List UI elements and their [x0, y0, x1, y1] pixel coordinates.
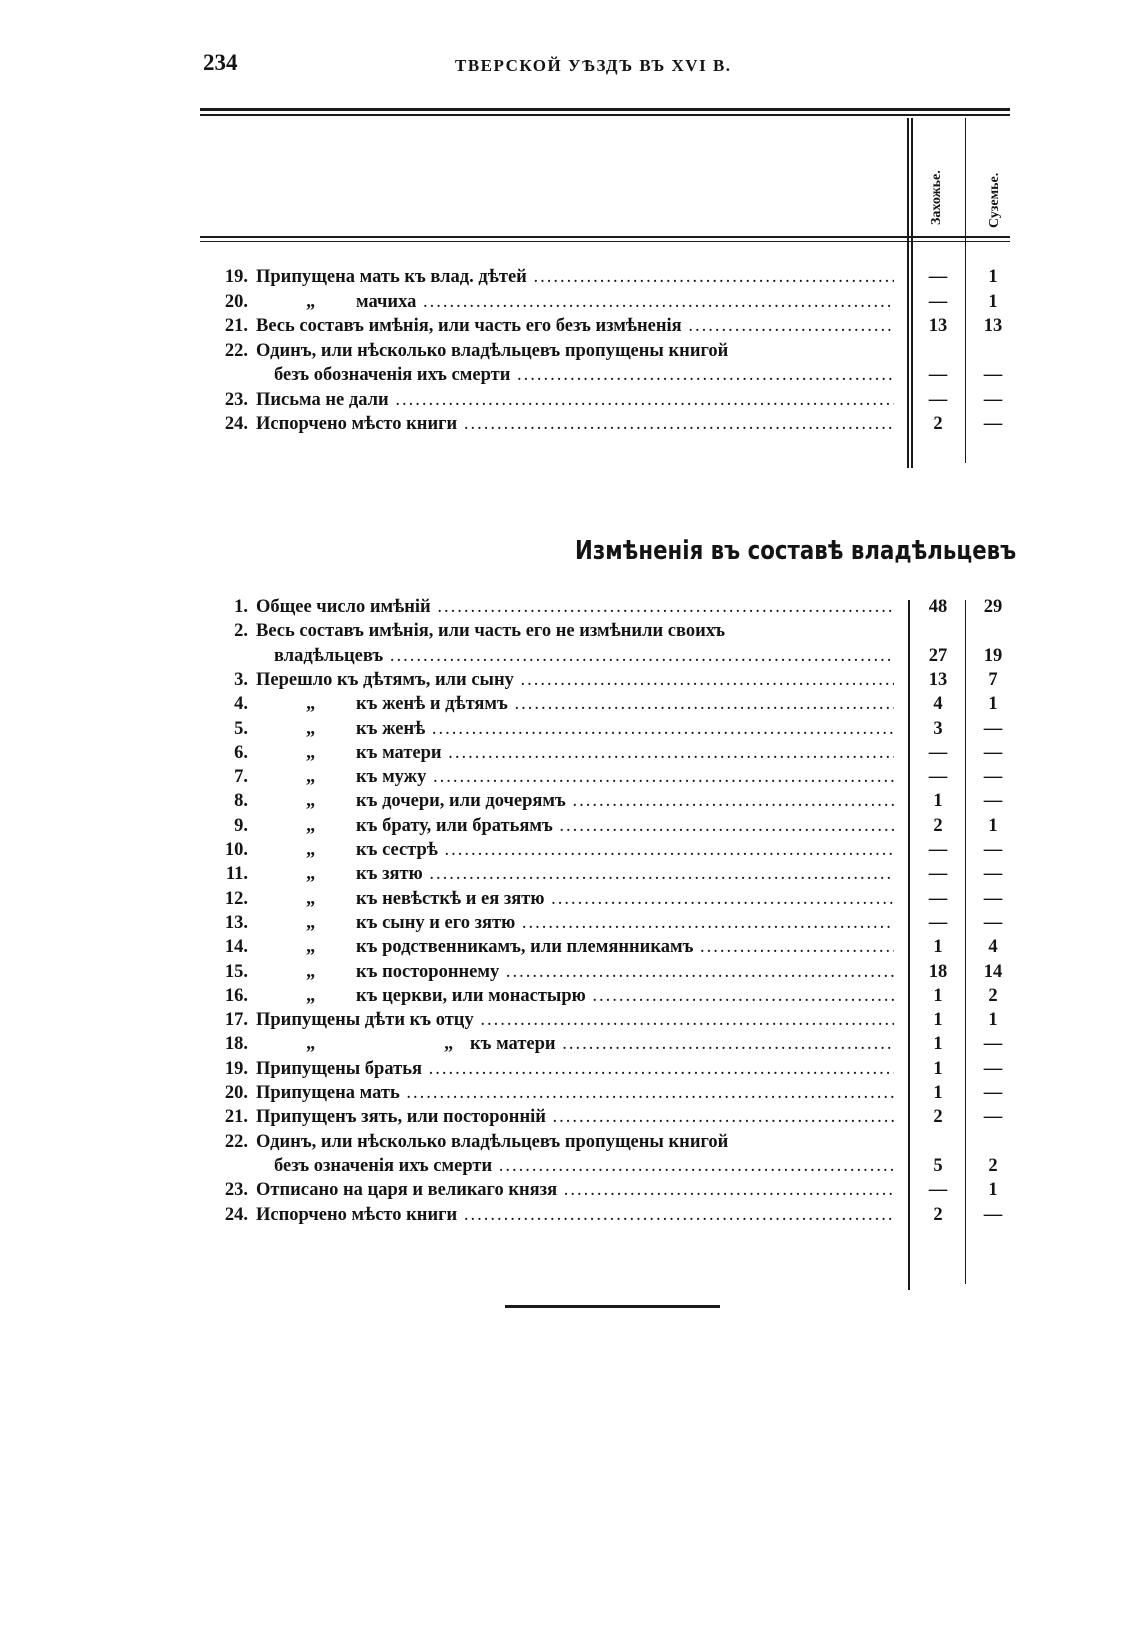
ditto-mark: „	[306, 718, 316, 739]
value-suzemye: 4	[988, 937, 998, 958]
row-label: Письма не дали .....	[256, 388, 894, 412]
row-number: 22.	[224, 1131, 248, 1152]
row-number: 21.	[224, 1107, 248, 1128]
table-row	[200, 741, 900, 765]
row-label-text: къ церкви, или монастырю	[356, 985, 586, 1006]
value-zakhozhye: —	[928, 1180, 948, 1201]
table-row	[200, 388, 900, 412]
value-suzemye: —	[983, 840, 1003, 860]
table-row	[200, 1105, 900, 1129]
row-label: Одинъ, или нѣсколько владѣльцевъ пропущены книгой	[256, 340, 729, 361]
value-zakhozhye: —	[928, 912, 948, 933]
row-number: 20.	[224, 1083, 248, 1103]
table-row	[200, 1032, 900, 1056]
column-header-rule	[200, 236, 1010, 238]
row-label-text: къ сыну и его зятю	[356, 912, 516, 933]
row-label-text: къ матери	[356, 742, 442, 763]
table2-col-rule-mid	[965, 600, 966, 1284]
row-number: 18.	[224, 1034, 248, 1055]
value-suzemye: 19	[983, 645, 1003, 666]
row-number: 3.	[234, 669, 248, 690]
value-zakhozhye: —	[928, 840, 948, 860]
table-row	[200, 1130, 900, 1154]
row-label-text: къ родственникамъ, или племянникамъ	[356, 937, 694, 958]
row-label	[256, 960, 894, 984]
table-row	[200, 984, 900, 1008]
row-number: 24.	[224, 1204, 248, 1225]
row-label	[256, 911, 894, 935]
value-zakhozhye: 1	[933, 1058, 943, 1079]
value-zakhozhye: 1	[933, 1083, 943, 1103]
row-label	[256, 290, 894, 314]
ditto-mark: „	[306, 985, 316, 1006]
row-label	[256, 741, 894, 765]
row-label	[256, 717, 894, 741]
row-number: 19.	[224, 267, 248, 287]
row-number: 15.	[224, 961, 248, 982]
value-suzemye: —	[983, 1058, 1003, 1079]
table-row	[200, 960, 900, 984]
value-zakhozhye: —	[928, 267, 948, 287]
row-label: Припущены братья .....	[256, 1057, 894, 1081]
ditto-mark: „	[306, 694, 316, 715]
row-number: 14.	[224, 937, 248, 958]
value-zakhozhye: 1	[933, 937, 943, 958]
value-zakhozhye: 4	[933, 694, 943, 715]
value-suzemye: —	[983, 742, 1003, 763]
row-number: 21.	[224, 316, 248, 336]
row-number: 22.	[224, 340, 248, 361]
value-suzemye: 29	[983, 597, 1003, 617]
row-label	[256, 984, 894, 1008]
table1-col-rule-left	[907, 118, 909, 468]
row-label: Перешло къ дѣтямъ, или сыну .....	[256, 668, 894, 692]
table-row	[200, 765, 900, 789]
row-number: 19.	[224, 1058, 248, 1079]
table-row	[200, 814, 900, 838]
row-label: Испорчено мѣсто книги .....	[256, 1203, 894, 1227]
row-label: Припущены дѣти къ отцу .....	[256, 1008, 894, 1032]
value-zakhozhye: 13	[928, 669, 948, 690]
value-suzemye: 1	[988, 694, 998, 715]
value-suzemye: 2	[988, 985, 998, 1006]
table-row	[200, 717, 900, 741]
row-number: 12.	[224, 888, 248, 909]
row-label-text: къ дочери, или дочерямъ	[356, 791, 566, 812]
value-zakhozhye: 5	[933, 1155, 943, 1176]
header-rule-bottom	[200, 114, 1010, 116]
row-number: 2.	[234, 621, 248, 642]
value-suzemye: —	[983, 888, 1003, 909]
value-suzemye: —	[983, 1034, 1003, 1055]
row-label	[256, 765, 894, 789]
row-label: Весь составъ имѣнія, или часть его безъ измѣненія .....	[256, 314, 894, 338]
row-number: 1.	[234, 597, 248, 617]
value-zakhozhye: 18	[928, 961, 948, 982]
table-row	[200, 692, 900, 716]
row-label	[256, 814, 894, 838]
row-label-text: къ постороннему	[356, 961, 500, 982]
value-suzemye: 13	[983, 316, 1003, 336]
value-suzemye: 1	[988, 291, 998, 312]
row-number: 10.	[224, 840, 248, 860]
ditto-mark: „	[306, 864, 316, 885]
column-header-zakhozhye: Захожье.	[929, 170, 944, 225]
value-suzemye: —	[983, 718, 1003, 739]
value-zakhozhye: —	[928, 389, 948, 410]
value-suzemye: —	[983, 864, 1003, 885]
value-zakhozhye: 48	[928, 597, 948, 617]
value-zakhozhye: —	[928, 742, 948, 763]
row-number: 8.	[234, 791, 248, 812]
row-label-text: къ женѣ и дѣтямъ	[356, 694, 508, 715]
row-label-text: къ женѣ	[356, 718, 426, 739]
value-suzemye: 1	[988, 267, 998, 287]
value-zakhozhye: 2	[933, 1107, 943, 1128]
value-zakhozhye: 1	[933, 1010, 943, 1031]
ditto-mark: „	[306, 1034, 316, 1055]
table-row	[200, 1203, 900, 1227]
table-row	[200, 339, 900, 363]
value-zakhozhye: 2	[933, 815, 943, 836]
row-number: 17.	[224, 1010, 248, 1031]
running-title: ТВЕРСКОЙ УѢЗДЪ ВЪ XVI В.	[455, 56, 732, 75]
value-suzemye: —	[983, 1107, 1003, 1128]
column-header-suzemye: Суземье.	[987, 172, 1002, 228]
row-label-text: къ сестрѣ	[356, 840, 438, 860]
row-label-continuation: безъ обозначенія ихъ смерти .....	[274, 363, 894, 387]
table-row	[200, 1008, 900, 1032]
row-number: 11.	[225, 864, 248, 885]
row-label-text: мачиха	[356, 291, 417, 312]
row-label	[256, 1032, 894, 1056]
ditto-mark: „	[306, 791, 316, 812]
value-zakhozhye: —	[928, 365, 948, 385]
table-row	[200, 619, 900, 643]
row-label-continuation: безъ означенія ихъ смерти .....	[274, 1154, 894, 1178]
value-suzemye: 2	[988, 1155, 998, 1176]
row-number: 23.	[224, 389, 248, 410]
table-row	[200, 1081, 900, 1105]
table-row	[200, 290, 900, 314]
row-number: 7.	[234, 767, 248, 788]
value-suzemye: 7	[988, 669, 998, 690]
row-number: 13.	[224, 912, 248, 933]
value-zakhozhye: —	[928, 864, 948, 885]
row-label-text: къ брату, или братьямъ	[356, 815, 553, 836]
row-number: 4.	[234, 694, 248, 715]
column-header-rule-2	[200, 241, 1010, 242]
table-row	[200, 862, 900, 886]
table-row-continuation	[200, 1154, 900, 1178]
row-label: Припущена мать къ влад. дѣтей .....	[256, 265, 894, 289]
value-suzemye: —	[983, 389, 1003, 410]
ditto-mark: „	[306, 291, 316, 312]
ditto-mark-2: „	[444, 1034, 454, 1055]
table-row	[200, 1178, 900, 1202]
value-suzemye: 1	[988, 1010, 998, 1031]
row-label	[256, 887, 894, 911]
table-row	[200, 838, 900, 862]
header-rule-top	[200, 108, 1010, 111]
table-row	[200, 314, 900, 338]
value-zakhozhye: —	[928, 767, 948, 788]
value-suzemye: —	[983, 912, 1003, 933]
table-row	[200, 789, 900, 813]
row-label	[256, 862, 894, 886]
table-row	[200, 412, 900, 436]
value-suzemye: 1	[988, 815, 998, 836]
value-zakhozhye: 3	[933, 718, 943, 739]
ditto-mark: „	[306, 840, 316, 860]
table-row	[200, 887, 900, 911]
value-zakhozhye: 27	[928, 645, 948, 666]
row-label-continuation: владѣльцевъ .....	[274, 644, 894, 668]
value-suzemye: —	[983, 365, 1003, 385]
ditto-mark: „	[306, 888, 316, 909]
row-label: Весь составъ имѣнія, или часть его не измѣнили своихъ	[256, 621, 726, 642]
row-label: Одинъ, или нѣсколько владѣльцевъ пропущены книгой	[256, 1131, 729, 1152]
table-row	[200, 595, 900, 619]
closing-rule	[505, 1305, 720, 1308]
value-zakhozhye: 13	[928, 316, 948, 336]
ditto-mark: „	[306, 742, 316, 763]
row-label-text: къ зятю	[356, 864, 423, 885]
page-number: 234	[203, 50, 238, 75]
table2-col-rule-left	[908, 600, 910, 1290]
value-zakhozhye: 1	[933, 791, 943, 812]
ditto-mark: „	[306, 961, 316, 982]
row-label	[256, 935, 894, 959]
value-zakhozhye: —	[928, 888, 948, 909]
value-suzemye: 1	[988, 1180, 998, 1201]
table-row	[200, 668, 900, 692]
table-row-continuation	[200, 363, 900, 387]
row-label-text: къ матери	[470, 1034, 556, 1055]
value-suzemye: —	[983, 767, 1003, 788]
row-label	[256, 838, 894, 862]
row-label: Припущена мать .....	[256, 1081, 894, 1105]
ditto-mark: „	[306, 815, 316, 836]
value-suzemye: —	[983, 414, 1003, 434]
ditto-mark: „	[306, 912, 316, 933]
row-label: Отписано на царя и великаго князя .....	[256, 1178, 894, 1202]
row-label	[256, 789, 894, 813]
row-number: 6.	[234, 742, 248, 763]
value-zakhozhye: 2	[933, 414, 943, 434]
value-suzemye: 14	[983, 961, 1003, 982]
value-suzemye: —	[983, 791, 1003, 812]
row-label	[256, 692, 894, 716]
table-row	[200, 265, 900, 289]
table-row-continuation	[200, 644, 900, 668]
ditto-mark: „	[306, 937, 316, 958]
row-label-text: къ невѣсткѣ и ея зятю	[356, 888, 545, 909]
row-number: 9.	[234, 815, 248, 836]
row-number: 20.	[224, 291, 248, 312]
row-number: 5.	[234, 718, 248, 739]
row-label-text: къ мужу	[356, 767, 427, 788]
row-number: 16.	[224, 985, 248, 1006]
value-zakhozhye: —	[928, 291, 948, 312]
section-title: Измѣненія въ составѣ владѣльцевъ	[575, 536, 1017, 566]
value-zakhozhye: 1	[933, 1034, 943, 1055]
row-number: 24.	[224, 414, 248, 434]
row-label: Общее число имѣній .....	[256, 595, 894, 619]
row-label: Испорчено мѣсто книги .....	[256, 412, 894, 436]
row-label: Припущенъ зять, или посторонній .....	[256, 1105, 894, 1129]
value-zakhozhye: 2	[933, 1204, 943, 1225]
table1-col-rule-mid	[965, 118, 966, 463]
table-row	[200, 935, 900, 959]
table-row	[200, 911, 900, 935]
value-suzemye: —	[983, 1083, 1003, 1103]
value-suzemye: —	[983, 1204, 1003, 1225]
row-number: 23.	[224, 1180, 248, 1201]
table-row	[200, 1057, 900, 1081]
value-zakhozhye: 1	[933, 985, 943, 1006]
ditto-mark: „	[306, 767, 316, 788]
